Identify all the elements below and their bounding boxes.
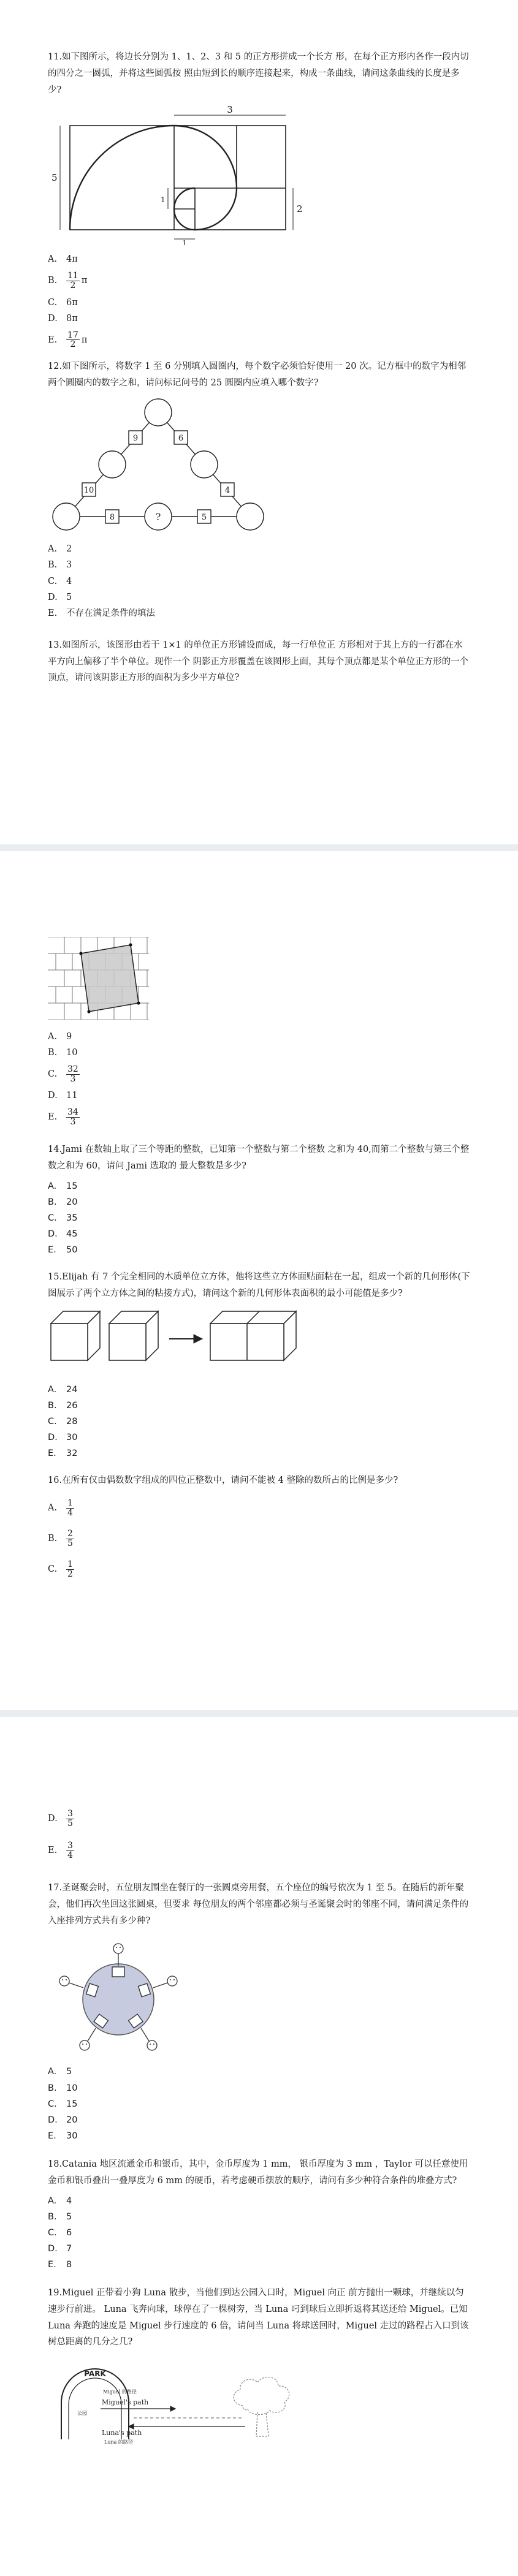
option-d: D. 8π — [48, 313, 78, 324]
option-e: E. $\frac{17}{2}$ π — [48, 330, 88, 350]
tree-icon — [234, 2377, 289, 2437]
box-9: 9 — [132, 434, 139, 444]
park-sign-label: PARK — [84, 2370, 106, 2379]
option-b: B. 26 — [48, 1401, 78, 1411]
question-11-options — [48, 251, 470, 353]
question-18-text: 18.Catania 地区流通金币和银币，其中，金币厚度为 1 mm， 银币厚度为 3 mm ，Taylor 可以任意使用金币和银币叠出一叠厚度为 6 mm 的硬币，若考虑硬币摆放的顺序，请问有多少种符合条件的堆叠方式? — [48, 2159, 468, 2186]
option-b: B. 10 — [48, 1048, 78, 1058]
option-e: E. $\frac{3}{4}$ — [48, 1840, 73, 1860]
label-2: 2 — [297, 203, 303, 215]
option-e: E. 30 — [48, 2131, 78, 2141]
option-d: D. 30 — [48, 1433, 78, 1443]
box-8: 8 — [109, 513, 115, 523]
question-19-text: 19.Miguel 正带着小狗 Luna 散步，当他们到达公园入口时，Miguel 向正 前方抛出一颗球，并继续以匀速步行前进。 Luna 飞奔向球，球停在了一棵树旁，当 Luna 叼到球后立即折返将其送还给 Miguel。已知 Luna 奔跑的速度是 Miguel 步行速度的 6 倍，请问当 Luna 将球送回时，Miguel 走过的路程占入口到该树总距离的几分之几? — [48, 2288, 469, 2347]
option-c: C. $\frac{32}{3}$ — [48, 1064, 78, 1084]
park-gate-label: 公园 — [77, 2411, 87, 2417]
option-b: B. 20 — [48, 1197, 78, 1207]
question-14-text: 14.Jami 在数轴上取了三个等距的整数，已知第一个整数与第二个整数 之和为 40,而第二个整数与第三个整数之和为 60，请问 Jami 选取的 最大整数是多少? — [48, 1145, 470, 1172]
box-10: 10 — [83, 486, 94, 496]
option-d: D. 5 — [48, 592, 72, 602]
option-e: E. $\frac{34}{3}$ — [48, 1107, 78, 1127]
question-15-options — [48, 1382, 470, 1461]
circle-triangle-figure — [48, 397, 269, 535]
cubes-figure — [48, 1308, 318, 1376]
question-16-options-part2 — [48, 1803, 470, 1866]
option-a: A. 5 — [48, 2067, 72, 2077]
option-d: D. $\frac{3}{5}$ — [48, 1808, 73, 1828]
question-14-options — [48, 1178, 470, 1258]
label-5: 5 — [51, 172, 58, 184]
question-18-options — [48, 2193, 470, 2273]
option-a: A. 15 — [48, 1181, 78, 1191]
box-5: 5 — [201, 513, 207, 523]
option-d: D. 20 — [48, 2115, 78, 2125]
box-4: 4 — [224, 486, 230, 496]
option-c: C. 6π — [48, 297, 78, 308]
option-b: B. $\frac{11}{2}$ π — [48, 271, 88, 291]
brick-square-figure — [48, 937, 152, 1023]
option-c: C. 15 — [48, 2099, 78, 2109]
question-15-text: 15.Elijah 有 7 个完全相同的木质单位立方体，他将这些立方体面贴面粘在一起，组成一个新的几何形体(下图展示了两个立方体之间的粘接方式)，请问这个新的几何形体表面积的最小可能值是多少? — [48, 1272, 470, 1299]
page-2 — [0, 851, 518, 1710]
option-d: D. 45 — [48, 1229, 78, 1240]
question-12-options — [48, 541, 470, 621]
option-c: C. 4 — [48, 576, 72, 586]
option-d: D. 7 — [48, 2243, 72, 2254]
question-12-text: 12.如下图所示，将数字 1 至 6 分别填入圆圈内，每个数字必须恰好使用一 20 次。记方框中的数字为相邻两个圆圈内的数字之和，请问标记问号的 25 圆圈内应填入哪个数字? — [48, 361, 467, 388]
option-b: B. 5 — [48, 2211, 72, 2222]
question-13-text: 13.如图所示，该图形由若干 1×1 的单位正方形铺设而成，每一行单位正 方形相对于其上方的一行都在水平方向上偏移了半个单位。现作一个 阴影正方形覆盖在该图形上面，其每个顶点都是某个单位正方形的一个顶点，请问该阴影正方形的面积为多少平方单位? — [48, 640, 469, 683]
fibonacci-spiral-figure — [48, 104, 318, 245]
round-table-figure — [48, 1935, 189, 2058]
option-b: B. 10 — [48, 2083, 78, 2093]
question-11-text: 11.如下图所示，将边长分别为 1、1、2、3 和 5 的正方形拼成一个长方 形，在每个正方形内各作一段内切的四分之一圆弧，并将这些圆弧按 照由短到长的顺序连接起来，构成一条曲线，请问这条曲线的长度是多少? — [48, 52, 469, 95]
option-b: B. $\frac{2}{5}$ — [48, 1529, 73, 1548]
option-e: E. 32 — [48, 1449, 78, 1459]
option-d: D. 11 — [48, 1091, 78, 1101]
label-1-bottom: 1 — [182, 239, 187, 246]
label-3: 3 — [227, 104, 233, 116]
option-a: A. 24 — [48, 1385, 78, 1395]
page-1 — [0, 0, 518, 844]
option-a: A. 9 — [48, 1032, 72, 1042]
label-1-vertical: 1 — [161, 195, 166, 205]
option-a: A. 2 — [48, 544, 72, 555]
question-13-options — [48, 1029, 470, 1131]
question-16-text: 16.在所有仅由偶数数字组成的四位正整数中，请问不能被 4 整除的数所占的比例是多少? — [48, 1476, 398, 1486]
option-b: B. 3 — [48, 560, 72, 570]
option-a: A. 4π — [48, 254, 78, 265]
option-e: E. 50 — [48, 1245, 78, 1256]
question-17-options — [48, 2064, 470, 2143]
question-17-text: 17.圣诞聚会时，五位朋友围坐在餐厅的一张圆桌旁用餐，五个座位的编号依次为 1 至 5。在随后的新年聚会，他们再次坐回这张圆桌，但要求 每位朋友的两个邻座都必须与圣诞聚会时的邻座不同，请问满足条件的入座排列方式共有多少种? — [48, 1883, 469, 1926]
miguel-start-label: Miguel 的路径 — [103, 2389, 137, 2395]
box-6: 6 — [178, 434, 184, 444]
option-c: C. 6 — [48, 2227, 72, 2238]
luna-path-label: Luna's path — [102, 2429, 142, 2438]
circle-question-mark: ? — [155, 511, 161, 523]
luna-start-label: Luna 的路径 — [104, 2439, 133, 2445]
question-16-options-part1 — [48, 1493, 470, 1585]
option-c: C. 35 — [48, 1213, 78, 1224]
option-c: C. $\frac{1}{2}$ — [48, 1559, 73, 1579]
option-e: E. 8 — [48, 2259, 72, 2270]
option-a: A. $\frac{1}{4}$ — [48, 1498, 73, 1518]
page-3 — [0, 1717, 518, 2576]
park-path-figure — [48, 2357, 318, 2449]
option-a: A. 4 — [48, 2195, 72, 2206]
miguel-path-label: Miguel's path — [102, 2398, 149, 2407]
option-c: C. 28 — [48, 1417, 78, 1427]
option-e: E. 不存在满足条件的填法 — [48, 608, 155, 618]
